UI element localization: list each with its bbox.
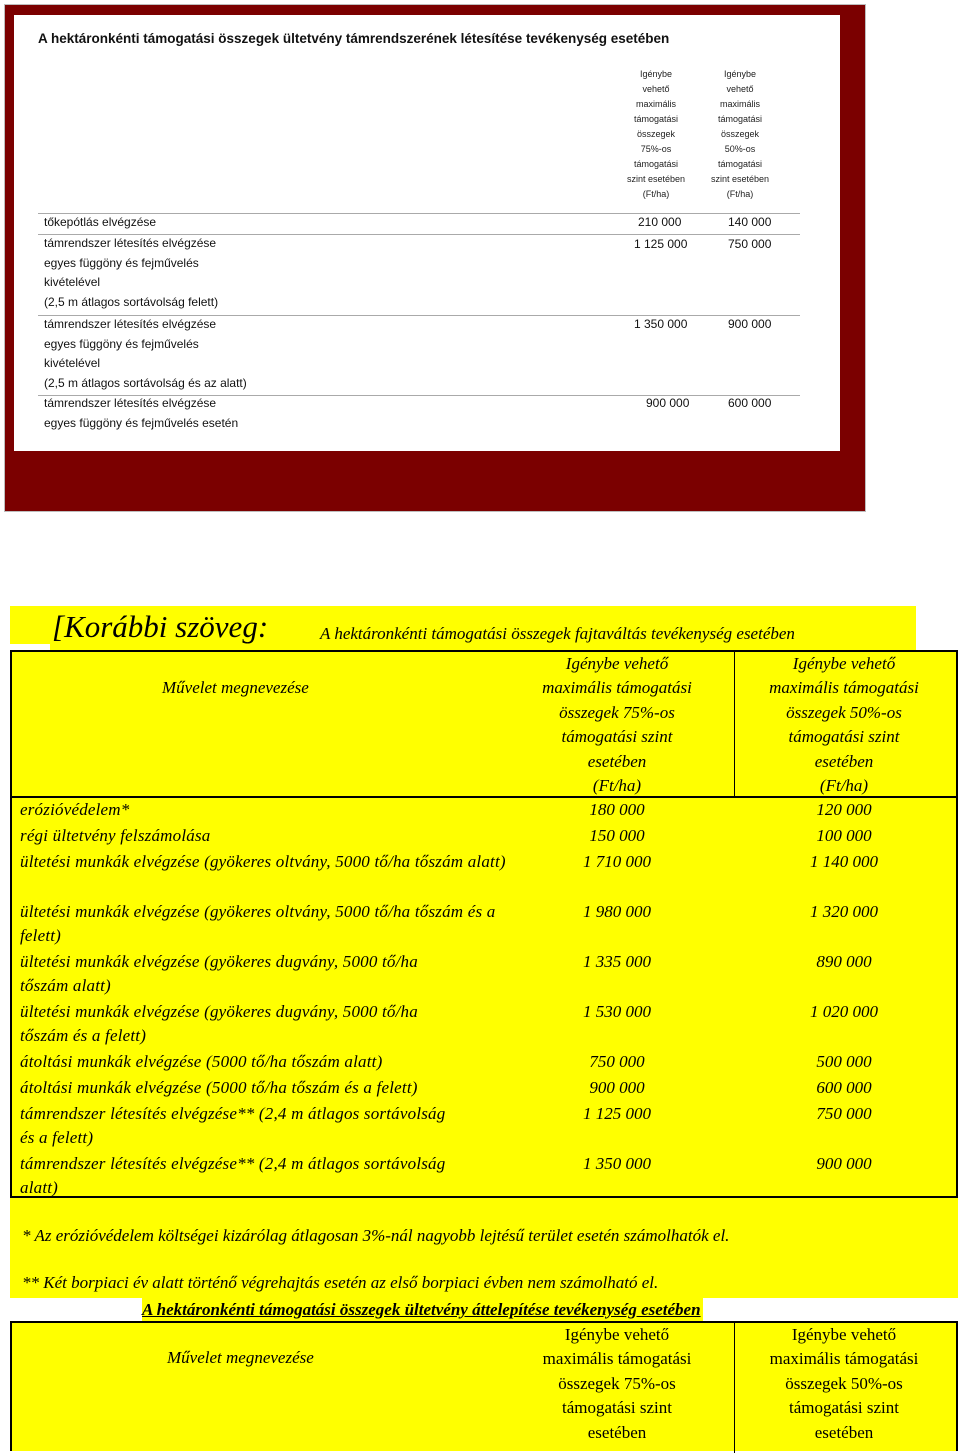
column-header-line: maximális támogatási — [769, 1349, 919, 1369]
column-header-line: Igénybe vehető — [791, 1325, 897, 1344]
image-col1-header-line: maximális — [635, 99, 676, 109]
column-header-line: esetében — [814, 1422, 874, 1442]
image-col1-header-line: (Ft/ha) — [642, 189, 670, 199]
row-value-75: 1 530 000 — [583, 1002, 651, 1021]
image-row-label-line: támrendszer létesítés elvégzése — [44, 396, 217, 410]
column-header-line: összegek 50%-os — [785, 1373, 903, 1393]
column-header-line: maximális támogatási — [769, 678, 919, 698]
row-label: ültetési munkák elvégzése (gyökeres oltvány, 5000 tő/ha tőszám és a felett) — [20, 902, 496, 945]
row-value-75: 1 125 000 — [583, 1104, 651, 1123]
row-value-50: 900 000 — [816, 1154, 872, 1173]
row-label: ültetési munkák elvégzése (gyökeres dugvány, 5000 tő/ha tőszám alatt) — [20, 952, 418, 995]
column-header-line: támogatási szint — [788, 1398, 899, 1418]
footnotes — [10, 1198, 958, 1298]
row-value-50: 750 000 — [816, 1104, 872, 1123]
embedded-image-content — [14, 15, 840, 451]
row-value-75: 1 350 000 — [583, 1154, 651, 1173]
image-row-label — [44, 234, 218, 312]
row-value-50: 890 000 — [816, 952, 872, 971]
column-header-line: maximális támogatási — [542, 1349, 692, 1369]
image-row-label-line: kivételével — [44, 356, 101, 370]
row-value-50: 1 140 000 — [810, 852, 878, 871]
heading-title: A hektáronkénti támogatási összegek fajtaváltás tevékenység esetében — [320, 624, 795, 643]
image-col1-header-line: Igénybe — [639, 69, 673, 79]
image-col2-header-line: szint esetében — [710, 174, 770, 184]
image-row-value-75: 1 350 000 — [634, 317, 688, 331]
image-row-label-line: kivételével — [44, 275, 101, 289]
image-col1-header-line: összegek — [636, 129, 676, 139]
image-col2-header — [702, 67, 778, 202]
image-col2-header-line: támogatási — [717, 114, 763, 124]
column-header-line: támogatási szint — [561, 727, 673, 747]
support-table-relocation — [10, 1321, 958, 1451]
support-table-variety-change — [10, 650, 958, 1198]
image-title: A hektáronkénti támogatási összegek ültetvény támrendszerének létesítése tevékenység esetében — [38, 31, 670, 46]
image-row-label — [44, 315, 247, 393]
column-header-50 — [734, 1323, 954, 1445]
row-value-75: 750 000 — [589, 1052, 645, 1071]
image-row-label-line: egyes függöny és fejművelés esetén — [44, 415, 239, 430]
column-header-line: esetében — [814, 751, 874, 771]
row-value-75: 1 710 000 — [583, 852, 651, 871]
image-row-value-75: 210 000 — [638, 215, 682, 229]
image-col1-header-line: támogatási — [633, 114, 679, 124]
column-header-line: esetében — [587, 1422, 647, 1442]
image-row-value-50: 600 000 — [728, 396, 772, 410]
column-header-line: támogatási szint — [788, 727, 900, 747]
image-row-value-50: 750 000 — [728, 237, 772, 251]
row-label: támrendszer létesítés elvégzése** (2,4 m átlagos sortávolság alatt) — [20, 1154, 446, 1197]
column-header-line: összegek 75%-os — [558, 1373, 676, 1393]
column-header-line: maximális támogatási — [542, 678, 692, 698]
column-header-line: Igénybe vehető — [565, 654, 669, 673]
operation-name-header: Művelet megnevezése — [167, 1348, 314, 1367]
column-header-line: Igénybe vehető — [792, 654, 896, 673]
column-header-50 — [734, 652, 954, 798]
image-row-label — [44, 394, 238, 433]
subsection-title: A hektáronkénti támogatási összegek ültetvény áttelepítése tevékenység esetében — [142, 1300, 701, 1319]
row-value-50: 500 000 — [816, 1052, 872, 1071]
row-label: ültetési munkák elvégzése (gyökeres dugvány, 5000 tő/ha tőszám és a felett) — [20, 1002, 418, 1045]
column-header-line: esetében — [587, 751, 647, 771]
row-value-75: 900 000 — [589, 1078, 645, 1097]
row-value-50: 120 000 — [816, 800, 872, 819]
column-header-line: összegek 75%-os — [559, 702, 675, 722]
image-row-label-line: támrendszer létesítés elvégzése — [44, 236, 217, 250]
image-row-label — [44, 213, 156, 233]
image-col2-header-line: támogatási — [717, 159, 763, 169]
row-label: átoltási munkák elvégzése (5000 tő/ha tőszám és a felett) — [20, 1078, 418, 1097]
footnote-erosion: * Az erózióvédelem költségei kizárólag átlagosan 3%-nál nagyobb lejtésű terület esetén számolhatók el. — [22, 1226, 730, 1245]
image-col1-header-line: szint esetében — [626, 174, 686, 184]
image-row-label-line: támrendszer létesítés elvégzése — [44, 317, 217, 331]
row-value-50: 1 020 000 — [810, 1002, 878, 1021]
row-value-75: 150 000 — [589, 826, 645, 845]
row-value-75: 1 335 000 — [583, 952, 651, 971]
column-header-line: Igénybe vehető — [564, 1325, 670, 1344]
image-col1-header-line: vehető — [642, 84, 670, 94]
column-header-line: támogatási szint — [561, 1398, 672, 1418]
image-row-value-50: 900 000 — [728, 317, 772, 331]
image-col1-header — [618, 67, 694, 202]
row-value-50: 100 000 — [816, 826, 872, 845]
heading-previous-text-marker: [Korábbi szöveg: — [52, 609, 269, 644]
row-value-50: 600 000 — [816, 1078, 872, 1097]
image-bottom-band — [14, 453, 862, 503]
image-col2-header-line: maximális — [719, 99, 760, 109]
column-header-line: összegek 50%-os — [786, 702, 902, 722]
image-row-label-line: egyes függöny és fejművelés — [44, 336, 199, 351]
image-col1-header-line: támogatási — [633, 159, 679, 169]
image-col2-header-line: összegek — [720, 129, 760, 139]
row-label: régi ültetvény felszámolása — [20, 826, 211, 845]
column-header-line: (Ft/ha) — [819, 776, 869, 796]
column-header-75 — [507, 652, 727, 798]
row-value-50: 1 320 000 — [810, 902, 878, 921]
row-label: ültetési munkák elvégzése (gyökeres oltvány, 5000 tő/ha tőszám alatt) — [20, 852, 506, 871]
operation-name-header: Művelet megnevezése — [162, 678, 309, 697]
row-label: átoltási munkák elvégzése (5000 tő/ha tőszám alatt) — [20, 1052, 383, 1071]
column-header-75 — [507, 1323, 727, 1445]
column-header-line: (Ft/ha) — [592, 776, 642, 796]
row-label: erózióvédelem* — [20, 800, 130, 819]
image-col2-header-line: 50%-os — [724, 144, 756, 154]
image-row-value-75: 1 125 000 — [634, 237, 688, 251]
row-value-75: 1 980 000 — [583, 902, 651, 921]
image-row-value-75: 900 000 — [646, 396, 690, 410]
image-row-value-50: 140 000 — [728, 215, 772, 229]
image-row-label-line: egyes függöny és fejművelés — [44, 255, 199, 270]
row-value-75: 180 000 — [589, 800, 645, 819]
embedded-table-image — [4, 4, 866, 512]
image-col1-header-line: 75%-os — [640, 144, 672, 154]
image-col2-header-line: vehető — [726, 84, 754, 94]
image-col2-header-line: (Ft/ha) — [726, 189, 754, 199]
footnote-two-years: ** Két borpiaci év alatt történő végrehajtás esetén az első borpiaci évben nem számolható el. — [22, 1273, 659, 1292]
image-row-label-line: (2,5 m átlagos sortávolság és az alatt) — [44, 375, 247, 390]
image-row-label-line: tőkepótlás elvégzése — [44, 215, 157, 229]
image-row-label-line: (2,5 m átlagos sortávolság felett) — [44, 294, 219, 309]
image-col2-header-line: Igénybe — [723, 69, 757, 79]
section-heading — [10, 606, 916, 652]
row-label: támrendszer létesítés elvégzése** (2,4 m átlagos sortávolság és a felett) — [20, 1104, 446, 1147]
